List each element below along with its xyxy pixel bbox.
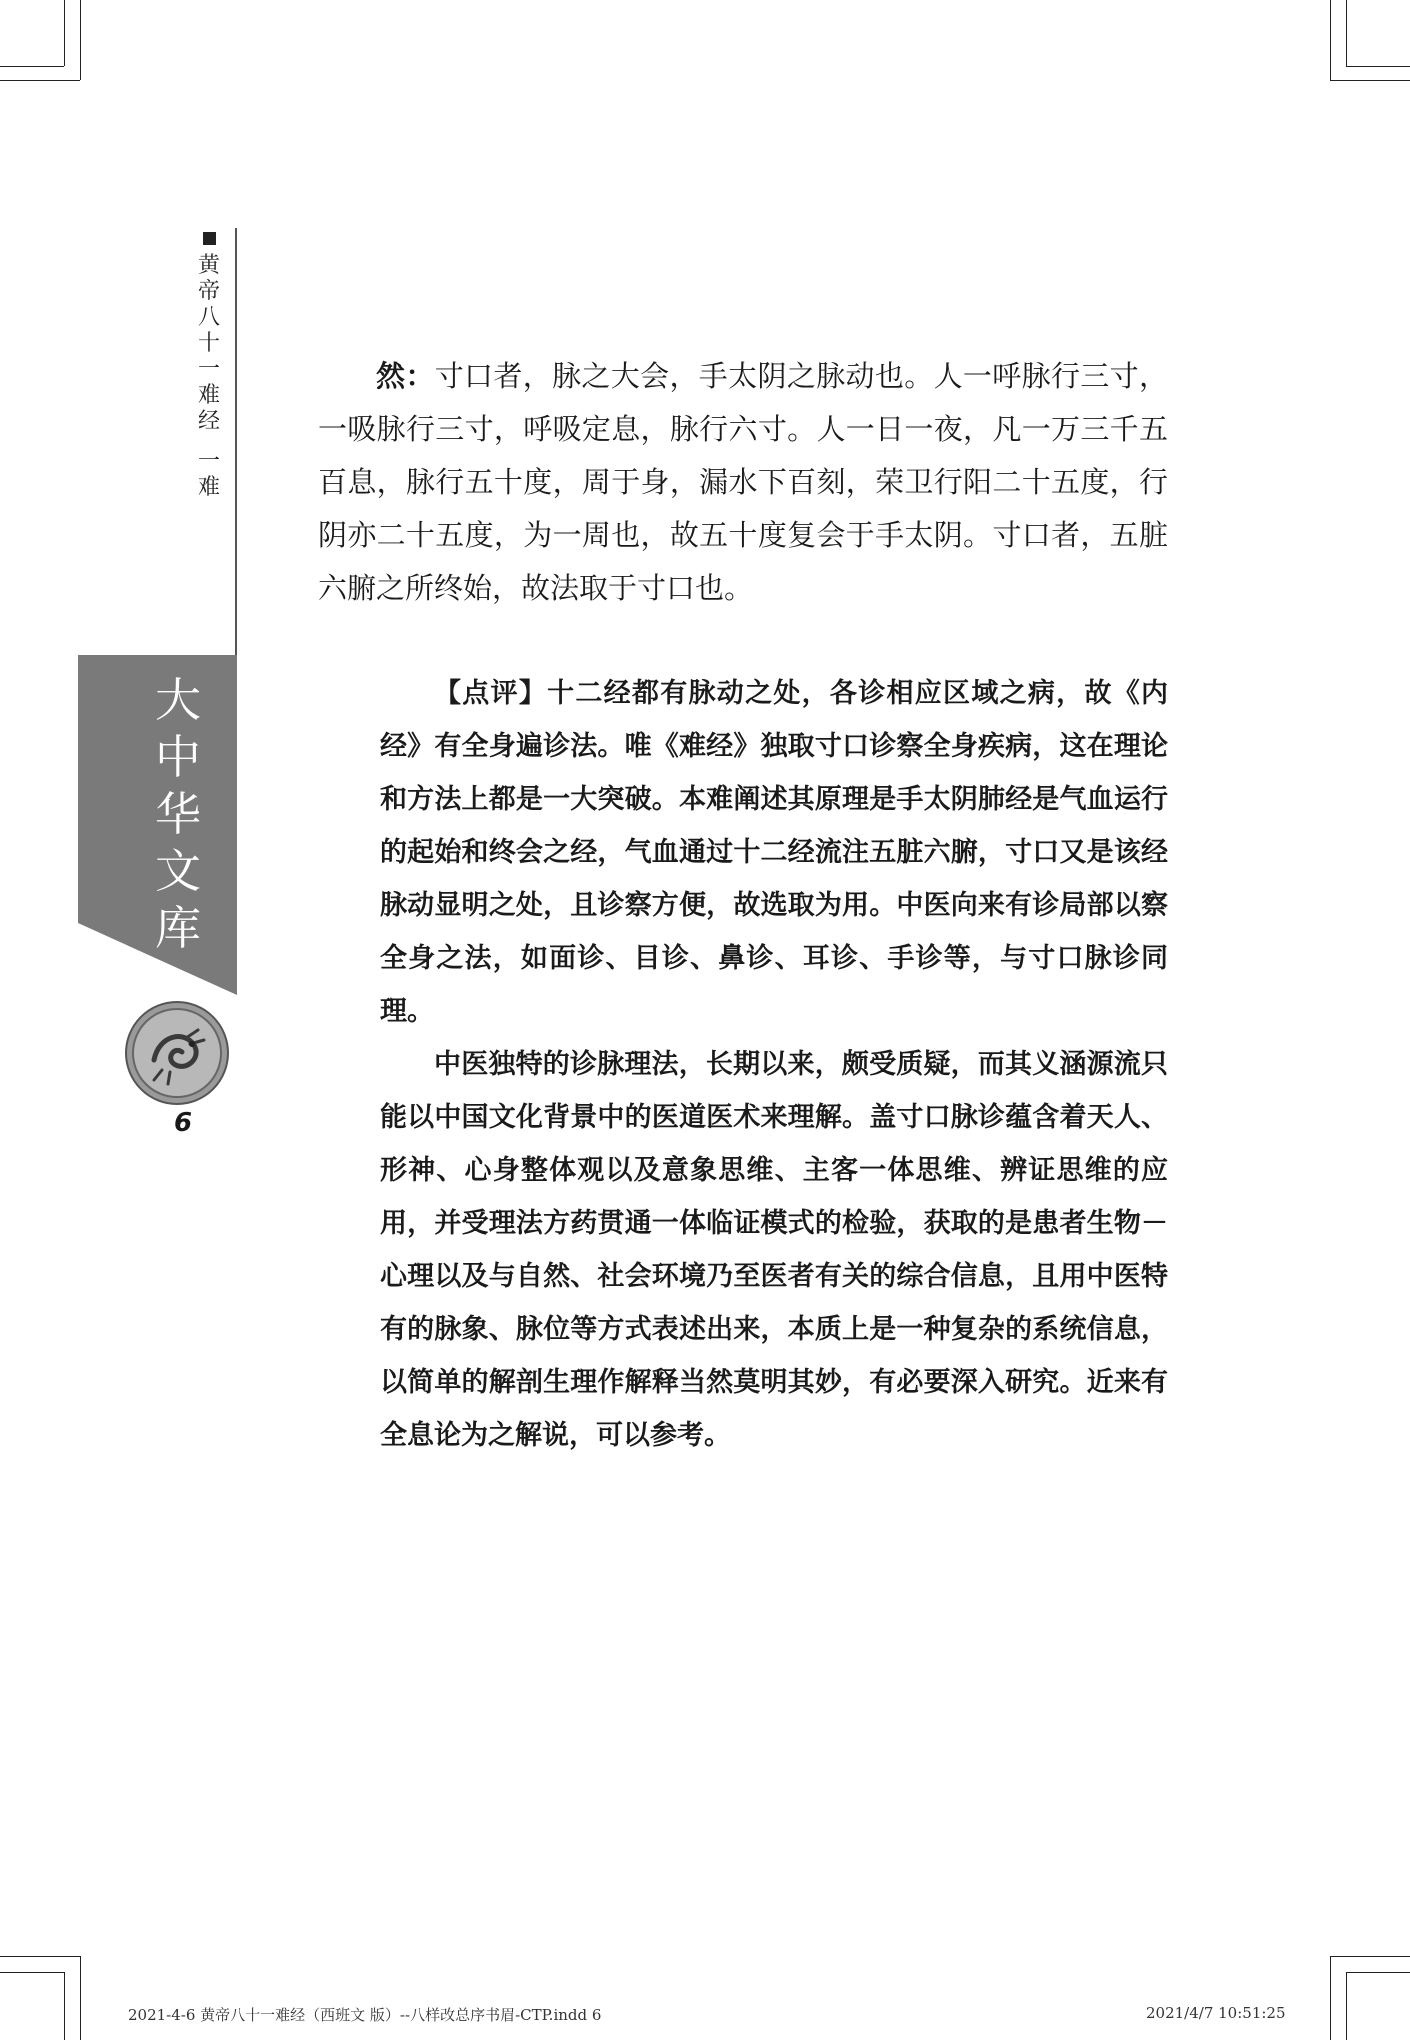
footer-timestamp: 2021/4/7 10:51:25 <box>1146 2004 1286 2022</box>
square-bullet-icon <box>203 232 216 245</box>
page-number: 6 <box>173 1108 193 1138</box>
series-title: 大中华文库 <box>155 673 201 955</box>
chapter-title: 一难 <box>197 449 220 500</box>
dragon-coin-icon <box>124 1000 230 1106</box>
commentary-label: 【点评】 <box>434 678 548 709</box>
commentary-paragraph-2: 中医独特的诊脉理法，长期以来，颇受质疑，而其义涵源流只能以中国文化背景中的医道医术来理解。盖寸口脉诊蕴含着天人、形神、心身整体观以及意象思维、主客一体思维、辨证思维的应用，并受理法方药贯通一体临证模式的检验，获取的是患者生物－心理以及与自然、社会环境乃至医者有关的综合信息，且用中医特有的脉象、脉位等方式表述出来，本质上是一种复杂的系统信息，以简单的解剖生理作解释当然莫明其妙，有必要深入研究。近来有全息论为之解说，可以参考。 <box>380 1049 1168 1451</box>
book-title: 黄帝八十一难经 <box>197 253 220 434</box>
original-text-label: 然： <box>376 359 435 393</box>
original-text-body: 寸口者，脉之大会，手太阴之脉动也。人一呼脉行三寸，一吸脉行三寸，呼吸定息，脉行六寸。人一日一夜，凡一万三千五百息，脉行五十度，周于身，漏水下百刻，荣卫行阳二十五度，行阴亦二十五度，为一周也，故五十度复会于手太阴。寸口者，五脏六腑之所终始，故法取于寸口也。 <box>318 359 1168 605</box>
commentary-paragraph-1-text: 十二经都有脉动之处，各诊相应区域之病，故《内经》有全身遍诊法。唯《难经》独取寸口诊察全身疾病，这在理论和方法上都是一大突破。本难阐述其原理是手太阴肺经是气血运行的起始和终会之经，气血通过十二经流注五脏六腑，寸口又是该经脉动显明之处，且诊察方便，故选取为用。中医向来有诊局部以察全身之法，如面诊、目诊、鼻诊、耳诊、手诊等，与寸口脉诊同理。 <box>380 678 1169 1027</box>
commentary-paragraph-1 <box>380 667 1168 1038</box>
commentary <box>380 667 1168 1462</box>
margin-rule <box>235 228 237 658</box>
running-head <box>196 228 222 500</box>
original-text <box>318 350 1168 615</box>
footer-file-info: 2021-4-6 黄帝八十一难经（西班文 版）--八样改总序书眉-CTP.indd 6 <box>128 2006 602 2024</box>
